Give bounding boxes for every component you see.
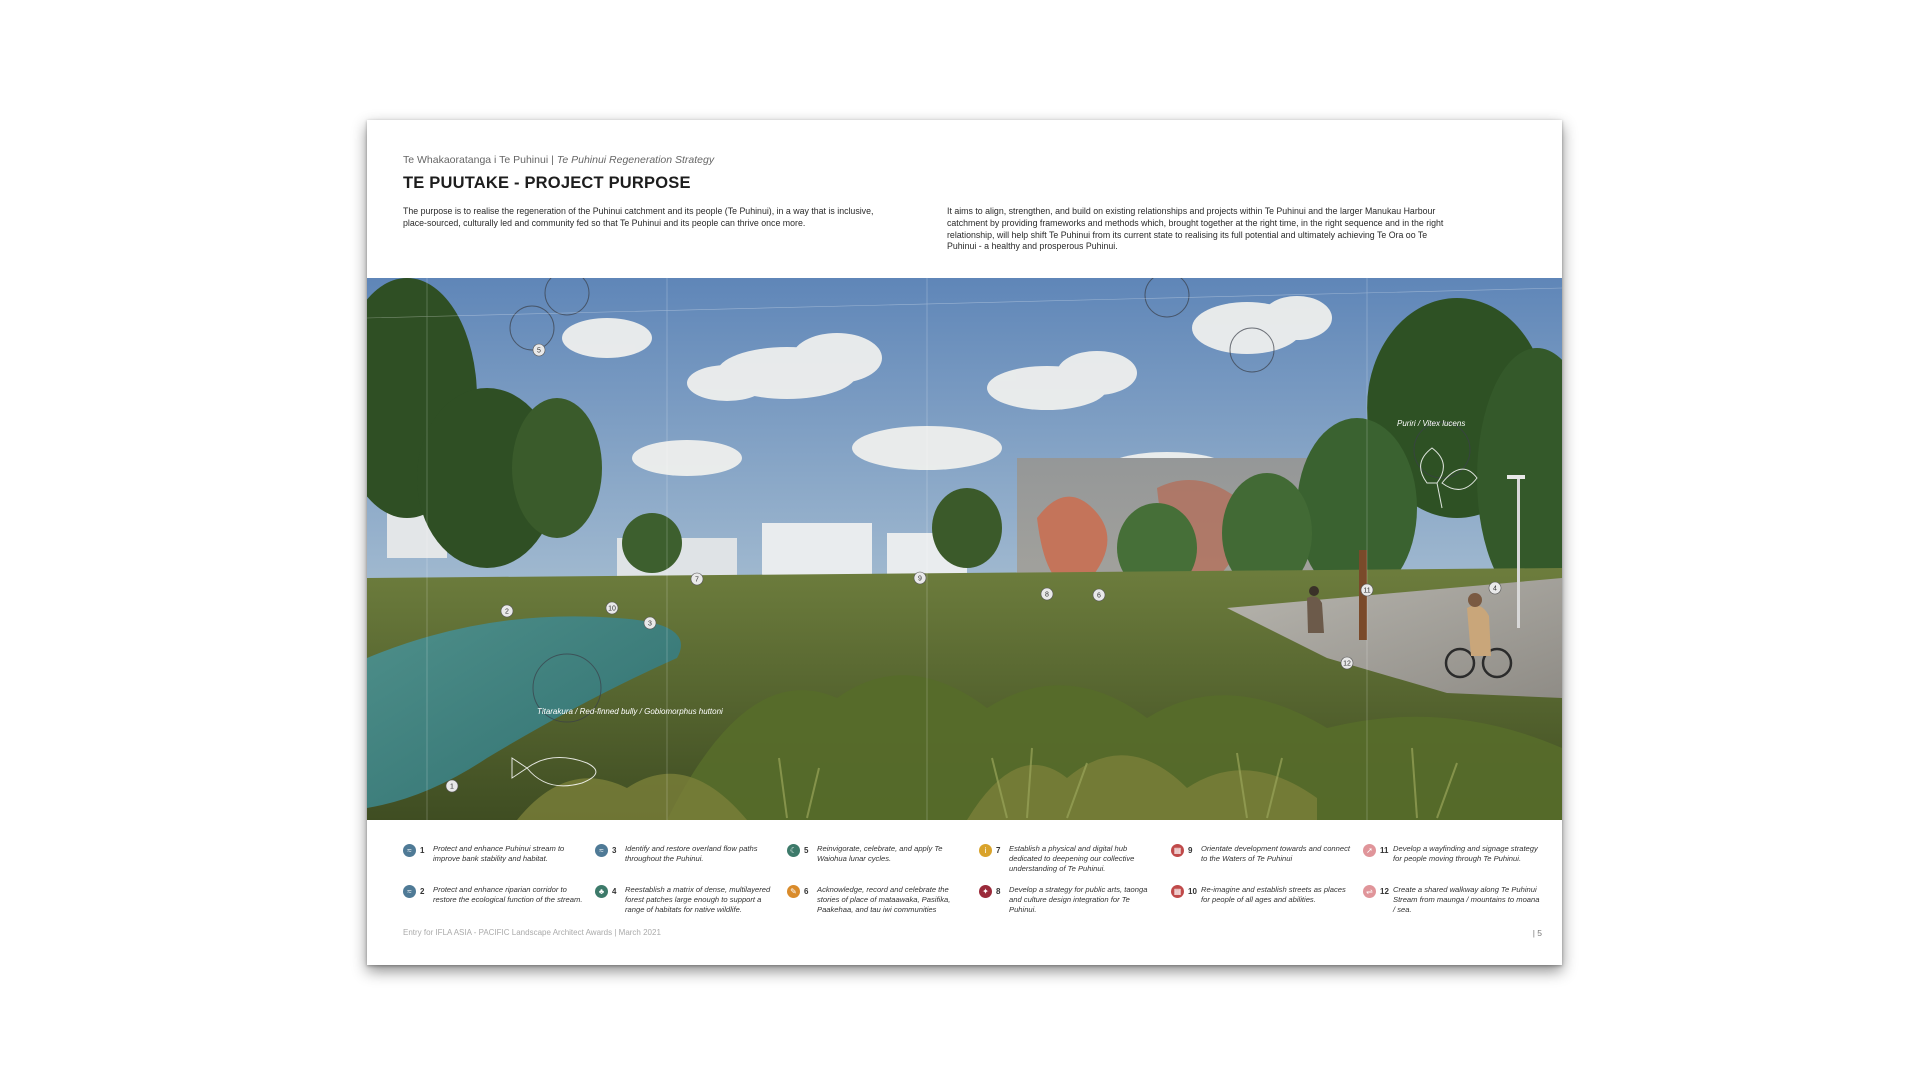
marker-5 — [533, 344, 545, 356]
riparian-icon: ≈ — [403, 885, 416, 898]
wayfinding-icon: ➚ — [1363, 844, 1376, 857]
hero-illustration — [367, 278, 1562, 820]
flow-icon: ≈ — [595, 844, 608, 857]
marker-2 — [501, 605, 513, 617]
svg-text:8: 8 — [1045, 591, 1049, 599]
fish-annotation: Titarakura / Red-finned bully / Gobiomorphus huttoni — [537, 707, 723, 716]
story-icon: ✎ — [787, 885, 800, 898]
svg-text:11: 11 — [1363, 587, 1371, 595]
svg-text:6: 6 — [1097, 592, 1101, 600]
svg-text:4: 4 — [1493, 585, 1497, 593]
art-icon: ✦ — [979, 885, 992, 898]
marker-3 — [644, 617, 656, 629]
intro-right: It aims to align, strengthen, and build on existing relationships and projects within Te Puhinui and the larger Manukau Harbour catchment by providing frameworks and methods which, brought together at the right time, in the right sequence and in the right relationship, will help shift Te Puhinui from its current state to realising its full potential and ultimately achieving Te Ora oo Te Puhinui - a healthy and prosperous Puhinui. — [947, 206, 1444, 252]
breadcrumb-separator: | — [551, 154, 554, 166]
marker-10 — [606, 602, 618, 614]
page-number: | 5 — [1532, 928, 1542, 938]
hub-icon: i — [979, 844, 992, 857]
document-page: Te Whakaoratanga i Te Puhinui | Te Puhinui Regeneration Strategy TE PUUTAKE - PROJECT PURPOSE The purpose is to realise the regeneration of the Puhinui catchment and its people (Te Puhinui), in a way that is inclusive, place-sourced, culturally led and community fed so that Te Puhinui and its people can thrive once more. It aims to align, strengthen, and build on existing relationships and projects within Te Puhinui and the larger Manukau Harbour catchment by providing frameworks and methods which, brought together at the right time, in the right sequence and in the right relationship, will help shift Te Puhinui from its current state to realising its full potential and ultimately achieving Te Ora oo Te Puhinui - a healthy and prosperous Puhinui. Titarakura / Red-finned bully / Gobiomorphus huttoni Puriri / Vitex lucens 1 2 3 4 5 6 7 8 9 10 11 12 ≈ 1 Protect and enhance Puhinui stream to improve bank stability and habitat. ≈ 2 Protect and enhance riparian corridor to restore the ecological function of the stream. ≈ 3 Identify and restore overland flow paths throughout the Puhinui. ♣ 4 Reestablish a matrix of dense, multilayered forest patches large enough to support a range of habitats for native wildlife. ☾ 5 Reinvigorate, celebrate, and apply Te Waiohua lunar cycles. ✎ 6 Acknowledge, record and celebrate the stories of place of mataawaka, Pasifika, Paakehaa, and tau iwi communities i 7 Establish a physical and digital hub dedicated to deepening our collective understanding of Te Puhinui. ✦ 8 Develop a strategy for public arts, taonga and culture design integration for Te Puhinui. ▦ 9 Orientate development towards and connect to the Waters of Te Puhinui ▦ 10 Re-imagine and establish streets as places for people of all ages and abilities. ➚ 11 Develop a wayfinding and signage strategy for people moving through Te Puhinui. ⇌ 12 Create a shared walkway along Te Puhinui Stream from maunga / mountains to moana / sea. Entry for IFLA ASIA - PACIFIC Landscape Architect Awards | March 2021 | 5 — [367, 120, 1562, 965]
marker-8 — [1041, 588, 1053, 600]
intro-left: The purpose is to realise the regeneration of the Puhinui catchment and its people (Te Puhinui), in a way that is inclusive, place-sourced, culturally led and community fed so that Te Puhinui and its people can thrive once more. — [403, 206, 874, 228]
marker-12 — [1341, 657, 1353, 669]
forest-icon: ♣ — [595, 885, 608, 898]
marker-6 — [1093, 589, 1105, 601]
svg-text:10: 10 — [608, 605, 616, 613]
svg-text:7: 7 — [695, 576, 699, 584]
svg-text:3: 3 — [648, 620, 652, 628]
svg-text:9: 9 — [918, 575, 922, 583]
landscape-image — [367, 278, 1562, 820]
development-icon: ▦ — [1171, 844, 1184, 857]
marker-1 — [446, 780, 458, 792]
breadcrumb-sub: Te Puhinui Regeneration Strategy — [556, 154, 715, 166]
page-title: TE PUUTAKE - PROJECT PURPOSE — [403, 174, 691, 192]
walkway-icon: ⇌ — [1363, 885, 1376, 898]
svg-text:2: 2 — [505, 608, 509, 616]
marker-4 — [1489, 582, 1501, 594]
street-icon: ▦ — [1171, 885, 1184, 898]
svg-text:5: 5 — [537, 347, 541, 355]
marker-7 — [691, 573, 703, 585]
water-icon: ≈ — [403, 844, 416, 857]
marker-11 — [1361, 584, 1373, 596]
moon-icon: ☾ — [787, 844, 800, 857]
plant-annotation: Puriri / Vitex lucens — [1397, 419, 1466, 428]
breadcrumb-main: Te Whakaoratanga i Te Puhinui — [403, 154, 549, 166]
svg-text:12: 12 — [1343, 660, 1351, 668]
breadcrumb — [403, 154, 714, 166]
svg-text:1: 1 — [450, 783, 454, 791]
marker-9 — [914, 572, 926, 584]
footer-credit: Entry for IFLA ASIA - PACIFIC Landscape Architect Awards | March 2021 — [403, 928, 661, 937]
